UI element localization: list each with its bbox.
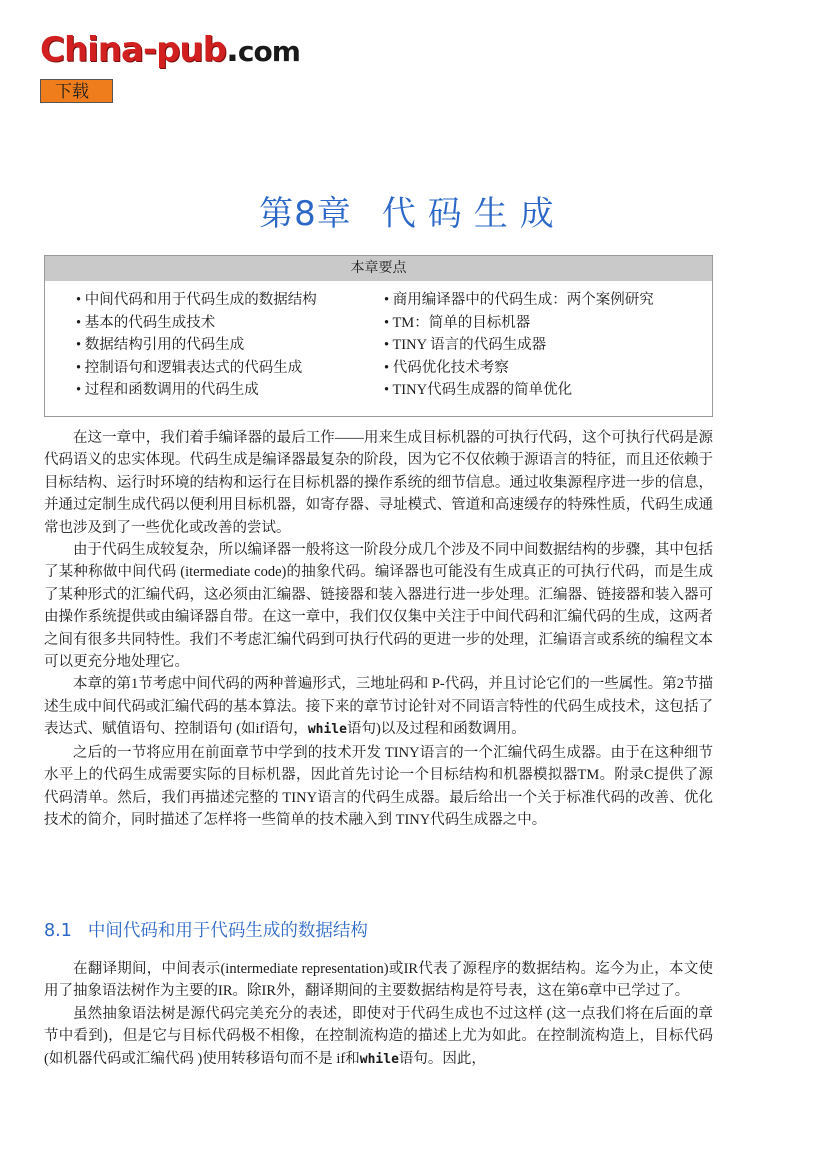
- paragraph: 在翻译期间，中间表示(intermediate representation)或IR代表了源程序的数据结构。迄今为止，本文使用了抽象语法树作为主要的IR。除IR外，翻译期间的主要数据结构是符号表，这在第6章中已学过了。: [44, 961, 713, 1000]
- paragraph: 之后的一节将应用在前面章节中学到的技术开发 TINY语言的一个汇编代码生成器。由于在这种细节水平上的代码生成需要实际的目标机器，因此首先讨论一个目标结构和机器模拟器TM。附录C提供了源代码清单。然后，我们再描述完整的 TINY语言的代码生成器。最后给出一个关于标准代码的改善、优化技术的简介，同时描述了怎样将一些简单的技术融入到 TINY代码生成器之中。: [44, 744, 713, 828]
- key-point-item: • TINY 语言的代码生成器: [384, 334, 654, 357]
- section-heading: [44, 917, 368, 942]
- key-point-item: • 控制语句和逻辑表达式的代码生成: [76, 357, 317, 380]
- chapter-intro: [44, 427, 713, 831]
- section-title: 中间代码和用于代码生成的数据结构: [87, 921, 368, 941]
- chapter-number: 第8章: [259, 194, 352, 234]
- key-point-item: • 代码优化技术考察: [384, 357, 654, 380]
- chapter-title: [0, 186, 825, 235]
- key-point-item: • 过程和函数调用的代码生成: [76, 379, 317, 402]
- key-point-item: • 基本的代码生成技术: [76, 312, 317, 335]
- keyword-while: while: [359, 1051, 399, 1067]
- keyword-while: while: [307, 722, 347, 738]
- paragraph: 由于代码生成较复杂，所以编译器一般将这一阶段分成几个涉及不同中间数据结构的步骤，其中包括了某种称做中间代码 (itermediate code)的抽象代码。编译器也可能没有生成真正的可执行代码，而是生成了某种形式的汇编代码，这必须由汇编器、链接器和装入器进行进一步处理。汇编器、链接器和装入器可由操作系统提供或由编译器自带。在这一章中，我们仅仅集中关注于中间代码和汇编代码的生成，这两者之间有很多共同特性。我们不考虑汇编代码到可执行代码的更进一步的处理，汇编语言或系统的编程文本可以更充分地处理它。: [44, 542, 713, 671]
- key-points-heading: 本章要点: [45, 256, 712, 281]
- logo-text: China-pub.com: [40, 30, 300, 70]
- key-point-item: • 数据结构引用的代码生成: [76, 334, 317, 357]
- china-pub-logo[interactable]: [40, 30, 300, 72]
- chapter-name: 代码生成: [381, 194, 566, 234]
- download-button[interactable]: 下载: [40, 79, 113, 103]
- paragraph: 虽然抽象语法树是源代码完美充分的表述，即使对于代码生成也不过这样 (这一点我们将在后面的章节中看到)，但是它与目标代码极不相像，在控制流构造的描述上尤为如此。在控制流构造上，目标代码 (如机器代码或汇编代码 )使用转移语句而不是 if和while语句。因此，: [44, 1005, 713, 1067]
- paragraph: 本章的第1节考虑中间代码的两种普遍形式，三地址码和 P-代码，并且讨论它们的一些属性。第2节描述生成中间代码或汇编代码的基本算法。接下来的章节讨论针对不同语言特性的代码生成技术，这包括了表达式、赋值语句、控制语句 (如if语句，while语句)以及过程和函数调用。: [44, 676, 714, 738]
- key-point-item: • TINY代码生成器的简单优化: [384, 379, 654, 402]
- key-points-right-column: [384, 289, 654, 402]
- key-point-item: • 中间代码和用于代码生成的数据结构: [76, 289, 317, 312]
- section-body: [44, 958, 713, 1071]
- key-points-box: [44, 255, 713, 417]
- key-points-left-column: [76, 289, 317, 402]
- key-point-item: • 商用编译器中的代码生成：两个案例研究: [384, 289, 654, 312]
- key-point-item: • TM：简单的目标机器: [384, 312, 654, 335]
- paragraph: 在这一章中，我们着手编译器的最后工作——用来生成目标机器的可执行代码，这个可执行代码是源代码语义的忠实体现。代码生成是编译器最复杂的阶段，因为它不仅依赖于源语言的特征，而且还依赖于目标结构、运行时环境的结构和运行在目标机器的操作系统的细节信息。通过收集源程序进一步的信息，并通过定制生成代码以便利用目标机器，如寄存器、寻址模式、管道和高速缓存的特殊性质，代码生成通常也涉及到了一些优化或改善的尝试。: [44, 430, 713, 536]
- section-number: 8.1: [44, 921, 72, 941]
